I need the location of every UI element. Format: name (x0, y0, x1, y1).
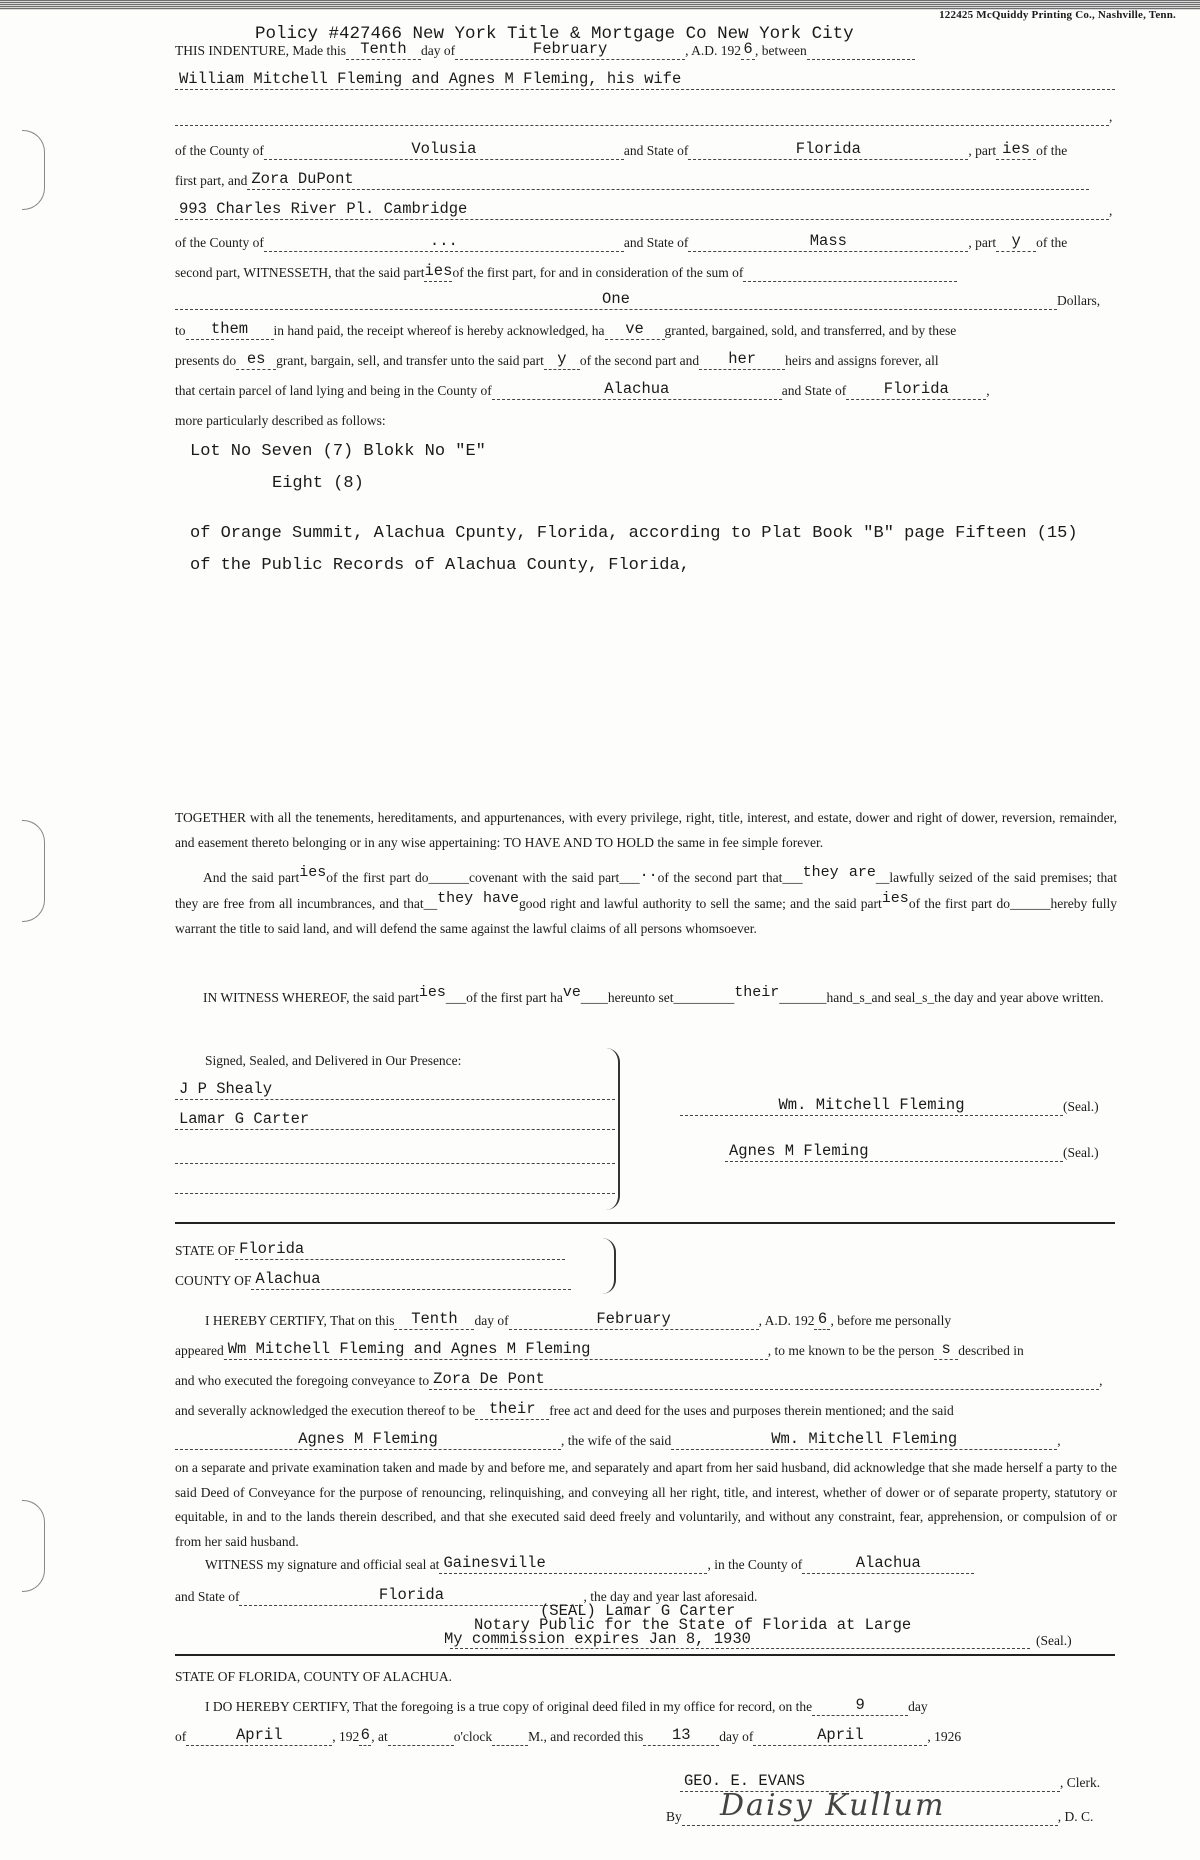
ack-appeared-line: appeared Wm Mitchell Fleming and Agnes M Fleming , to me known to be the person s described in (175, 1340, 1024, 1358)
section-rule-2 (175, 1654, 1115, 1656)
ack-wife-line: Agnes M Fleming , the wife of the said Wm. Mitchell Fleming , (175, 1432, 1117, 1450)
grantors-line: William Mitchell Fleming and Agnes M Fleming, his wife (175, 72, 1117, 90)
paid-line: to them in hand paid, the receipt whereof is hereby acknowledged, ha ve granted, bargained, sold, and transferred, and by these (175, 320, 957, 338)
record-date-line: of April , 192 6 , at o'clock M., and recorded this 13 day of April , 1926 (175, 1726, 962, 1744)
notary-seal: (SEAL) Lamar G Carter (540, 1602, 736, 1620)
clerk-line: GEO. E. EVANS , Clerk. (680, 1774, 1120, 1792)
signer-line-2: Agnes M Fleming (Seal.) (725, 1144, 1120, 1162)
binder-hole-3 (22, 1500, 45, 1592)
notary-seal-label: (Seal.) (1036, 1633, 1072, 1648)
notary-signature-line (450, 1648, 1030, 1649)
presence-label: Signed, Sealed, and Delivered in Our Presence: (205, 1053, 462, 1068)
binder-hole-2 (22, 820, 45, 922)
described-line: more particularly described as follows: (175, 413, 386, 428)
grantor-county-line: of the County of Volusia and State of Florida , part ies of the (175, 140, 1068, 158)
section-rule-1 (175, 1222, 1115, 1224)
in-witness-clause: IN WITNESS WHEREOF, the said parties___of the first part have____hereunto set_________their_______hand_s_and seal_s_the day and year above written. (203, 984, 1104, 1005)
ack-free-act-line: and severally acknowledged the execution thereof to be their free act and deed for the uses and purposes therein mentioned; and the said (175, 1400, 954, 1418)
ack-state-of-line: and State of Florida , the day and year last aforesaid. (175, 1586, 758, 1604)
covenant-clause: And the said partiesof the first part do______covenant with the said part___..of the second part that___they are__lawfully seized of the said premises; that they are free from all incumbrances, and that__they havegood right and lawful authority to sell the same; and the said partiesof the first part do______hereby fully warrant the title to said land, and will defend the same against the lawful claims of all persons whomsoever. (175, 864, 1118, 936)
ack-witness-line: WITNESS my signature and official seal at Gainesville , in the County of Alachua (205, 1556, 1117, 1574)
ack-county-line: COUNTY OF Alachua (175, 1272, 1117, 1290)
blank-line: , (175, 108, 1117, 126)
deputy-clerk-signature: Daisy Kullum (720, 1788, 946, 1823)
venue-brace (600, 1238, 616, 1294)
witnesseth-line: second part, WITNESSETH, that the said part ies of the first part, for and in consideration of the sum of (175, 264, 1117, 282)
policy-header: Policy #427466 New York Title & Mortgage Co New York City (255, 24, 854, 44)
notary-commission: My commission expires Jan 8, 1930 (444, 1630, 751, 1648)
grantee-county-line: of the County of ... and State of Mass , part y of the (175, 232, 1068, 250)
sum-line: One Dollars, (175, 292, 1117, 310)
signer-line-1: Wm. Mitchell Fleming (Seal.) (680, 1098, 1120, 1116)
witness-line-1: J P Shealy (175, 1082, 1117, 1100)
notary-title: Notary Public for the State of Florida at Large (474, 1616, 912, 1634)
ack-examination: on a separate and private examination taken and made by and before me, and separately and apart from her said husband, did acknowledge that she made herself a party to the said Deed of Conveyance for the purpose of renouncing, relinquishing, and conveying all her right, title, and interest, whether of dower or of separate property, statutory or equitable, in and to the lands therein described, and that she executed said deed freely and voluntarily, and without any constraint, fear, apprehension, or compulsion of or from her said husband. (175, 1460, 1117, 1549)
legal-description-3: of Orange Summit, Alachua Cpunty, Florida, according to Plat Book "B" page Fifteen (15) (190, 524, 1078, 543)
printer-imprint: 122425 McQuiddy Printing Co., Nashville, Tenn. (939, 9, 1176, 21)
habendum-clause: TOGETHER with all the tenements, hereditaments, and appurtenances, with every privilege, right, title, interest, and estate, dower and right of dower, reversion, remainder, and easement thereto belonging or in any wise appertaining: TO HAVE AND TO HOLD the same in fee simple forever. (175, 810, 1117, 850)
signature-brace (600, 1048, 620, 1210)
grantee-address-line: 993 Charles River Pl. Cambridge , (175, 202, 1117, 220)
binder-hole-1 (22, 130, 45, 210)
record-certify-line: I DO HEREBY CERTIFY, That the foregoing is a true copy of original deed filed in my office for record, on the 9 day (205, 1696, 928, 1714)
ack-certify-line: I HEREBY CERTIFY, That on this Tenth day of February , A.D. 192 6 , before me personally (205, 1310, 952, 1328)
deputy-clerk-line: By , D. C. (666, 1809, 1094, 1824)
witness-line-4 (175, 1176, 1117, 1194)
witness-line-2: Lamar G Carter (175, 1112, 1117, 1130)
grantee-line: first part, and Zora DuPont (175, 172, 1117, 190)
legal-description-1: Lot No Seven (7) Blokk No "E" (190, 442, 486, 461)
ack-state-line: STATE OF Florida (175, 1242, 1117, 1260)
legal-description-2: Eight (8) (272, 474, 364, 493)
presents-line: presents do es grant, bargain, sell, and transfer unto the said part y of the second part and her heirs and assigns forever, all (175, 350, 939, 368)
ack-conveyance-line: and who executed the foregoing conveyance to Zora De Pont , (175, 1370, 1103, 1388)
indenture-line: THIS INDENTURE, Made this Tenth day of February , A.D. 192 6 , between (175, 42, 1117, 60)
parcel-line: that certain parcel of land lying and being in the County of Alachua and State of Florida , (175, 380, 990, 398)
record-heading: STATE OF FLORIDA, COUNTY OF ALACHUA. (175, 1669, 453, 1684)
legal-description-4: of the Public Records of Alachua County, Florida, (190, 556, 690, 575)
